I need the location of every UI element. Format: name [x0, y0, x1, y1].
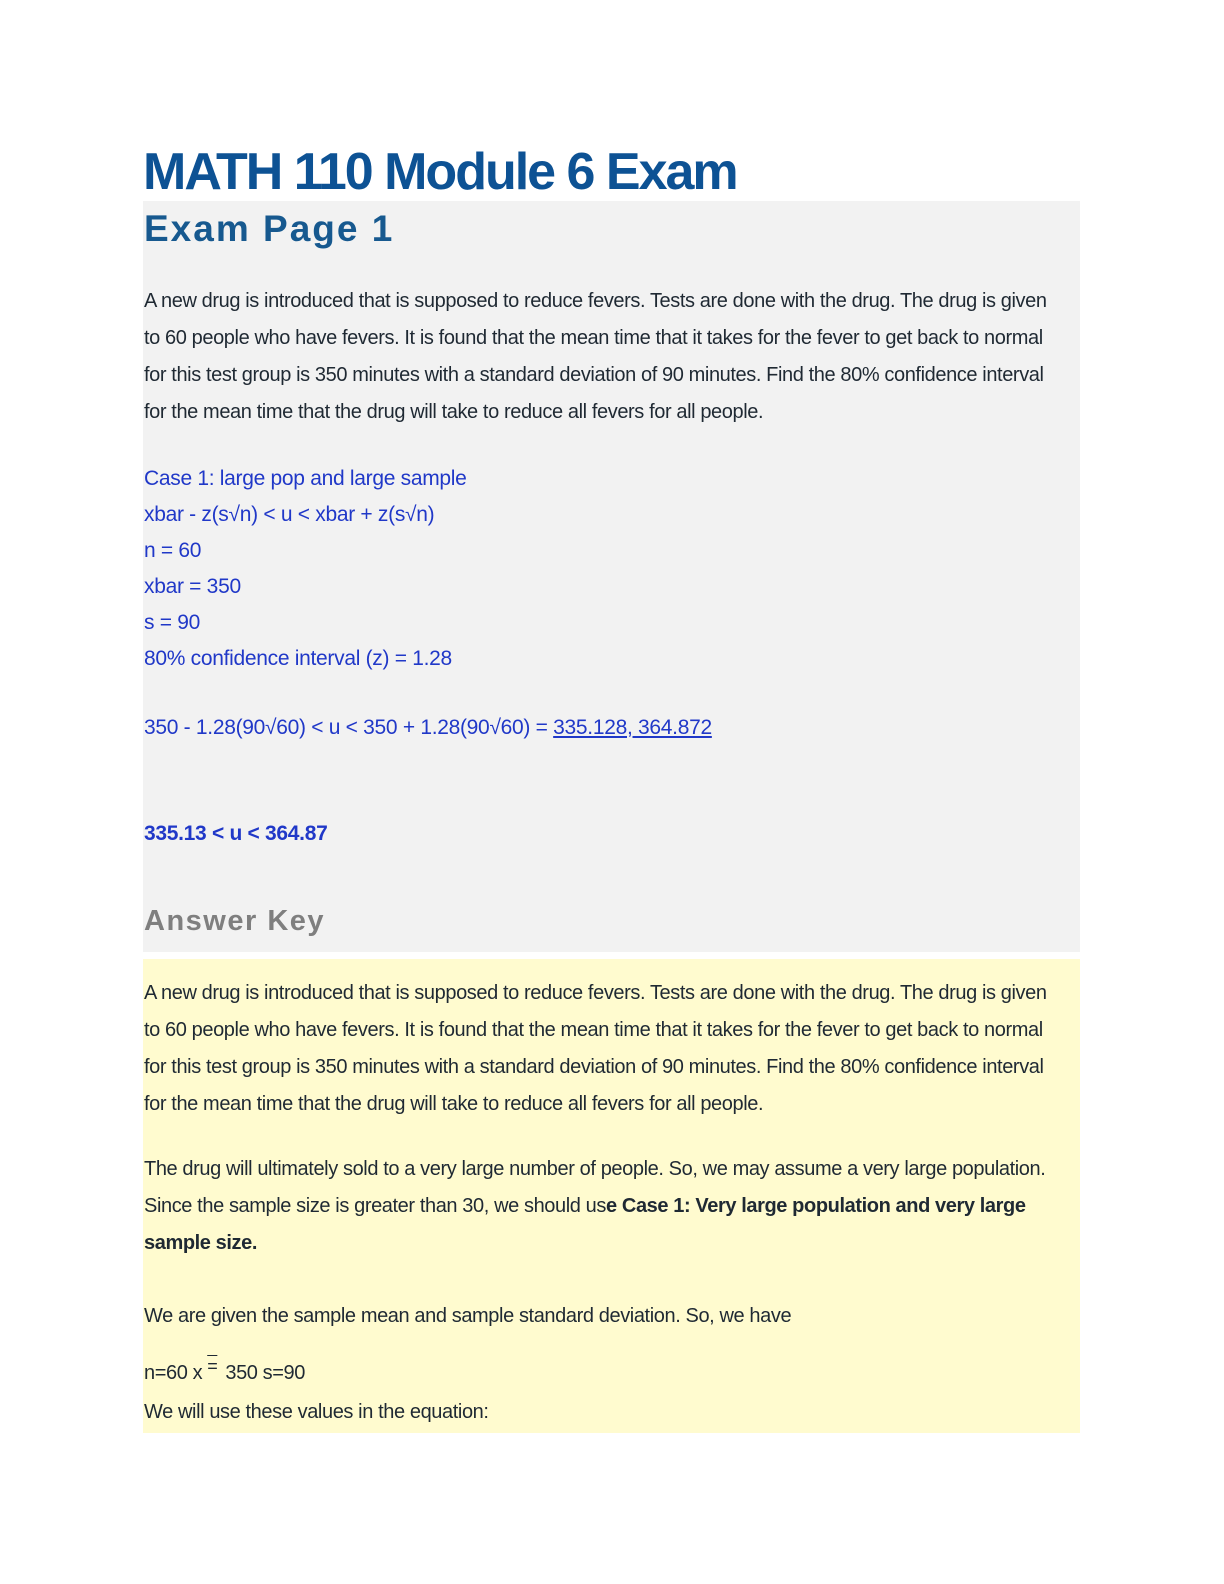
answer-key-section [143, 959, 1080, 1433]
work-line-z: 80% confidence interval (z) = 1.28 [144, 647, 452, 670]
work-line-n: n = 60 [144, 539, 202, 562]
xbar-symbol: = [207, 1356, 218, 1376]
values-suffix: 350 s=90 [225, 1362, 305, 1384]
work-line-case: Case 1: large pop and large sample [144, 467, 467, 490]
calculation-expression: 350 - 1.28(90√60) < u < 350 + 1.28(90√60) = [144, 716, 554, 739]
answer-key-closing-line: We will use these values in the equation: [144, 1401, 489, 1423]
answer-key-problem-statement: A new drug is introduced that is supposed to reduce fevers. Tests are done with the drug. The drug is given to 60 people who have fevers. It is found that the mean time that it takes for the fever to get back to normal for this test group is 350 minutes with a standard deviation of 90 minutes. Find the 80% confidence interval for the mean time that the drug will take to reduce all fevers for all people. [144, 982, 1047, 1115]
answer-key-given-line: We are given the sample mean and sample standard deviation. So, we have [144, 1305, 792, 1327]
work-line-formula: xbar - z(s√n) < u < xbar + z(s√n) [144, 503, 435, 526]
calculation-line [144, 710, 1062, 746]
document-title: MATH 110 Module 6 Exam [143, 143, 737, 201]
answer-key-heading: Answer Key [144, 905, 326, 937]
answer-key-explanation [144, 1151, 1062, 1262]
answer-key-values-line [144, 1355, 1062, 1392]
work-line-xbar: xbar = 350 [144, 575, 241, 598]
exam-section [143, 201, 1080, 952]
explanation-normal-text: The drug will ultimately sold to a very large number of people. So, we may assume a very large population. Since the sample size is greater than 30, we should us [144, 1158, 1046, 1217]
work-line-s: s = 90 [144, 611, 200, 634]
student-work [144, 461, 1062, 677]
final-answer: 335.13 < u < 364.87 [144, 822, 328, 845]
calculation-result: 335.128, 364.872 [553, 716, 712, 739]
explanation-bold-text: e Case 1: Very large population and very large sample size. [144, 1195, 1026, 1254]
problem-statement: A new drug is introduced that is supposed to reduce fevers. Tests are done with the drug. The drug is given to 60 people who have fevers. It is found that the mean time that it takes for the fever to get back to normal for this test group is 350 minutes with a standard deviation of 90 minutes. Find the 80% confidence interval for the mean time that the drug will take to reduce all fevers for all people. [144, 290, 1047, 423]
exam-page-heading: Exam Page 1 [144, 208, 395, 249]
values-prefix: n=60 x [144, 1362, 203, 1384]
